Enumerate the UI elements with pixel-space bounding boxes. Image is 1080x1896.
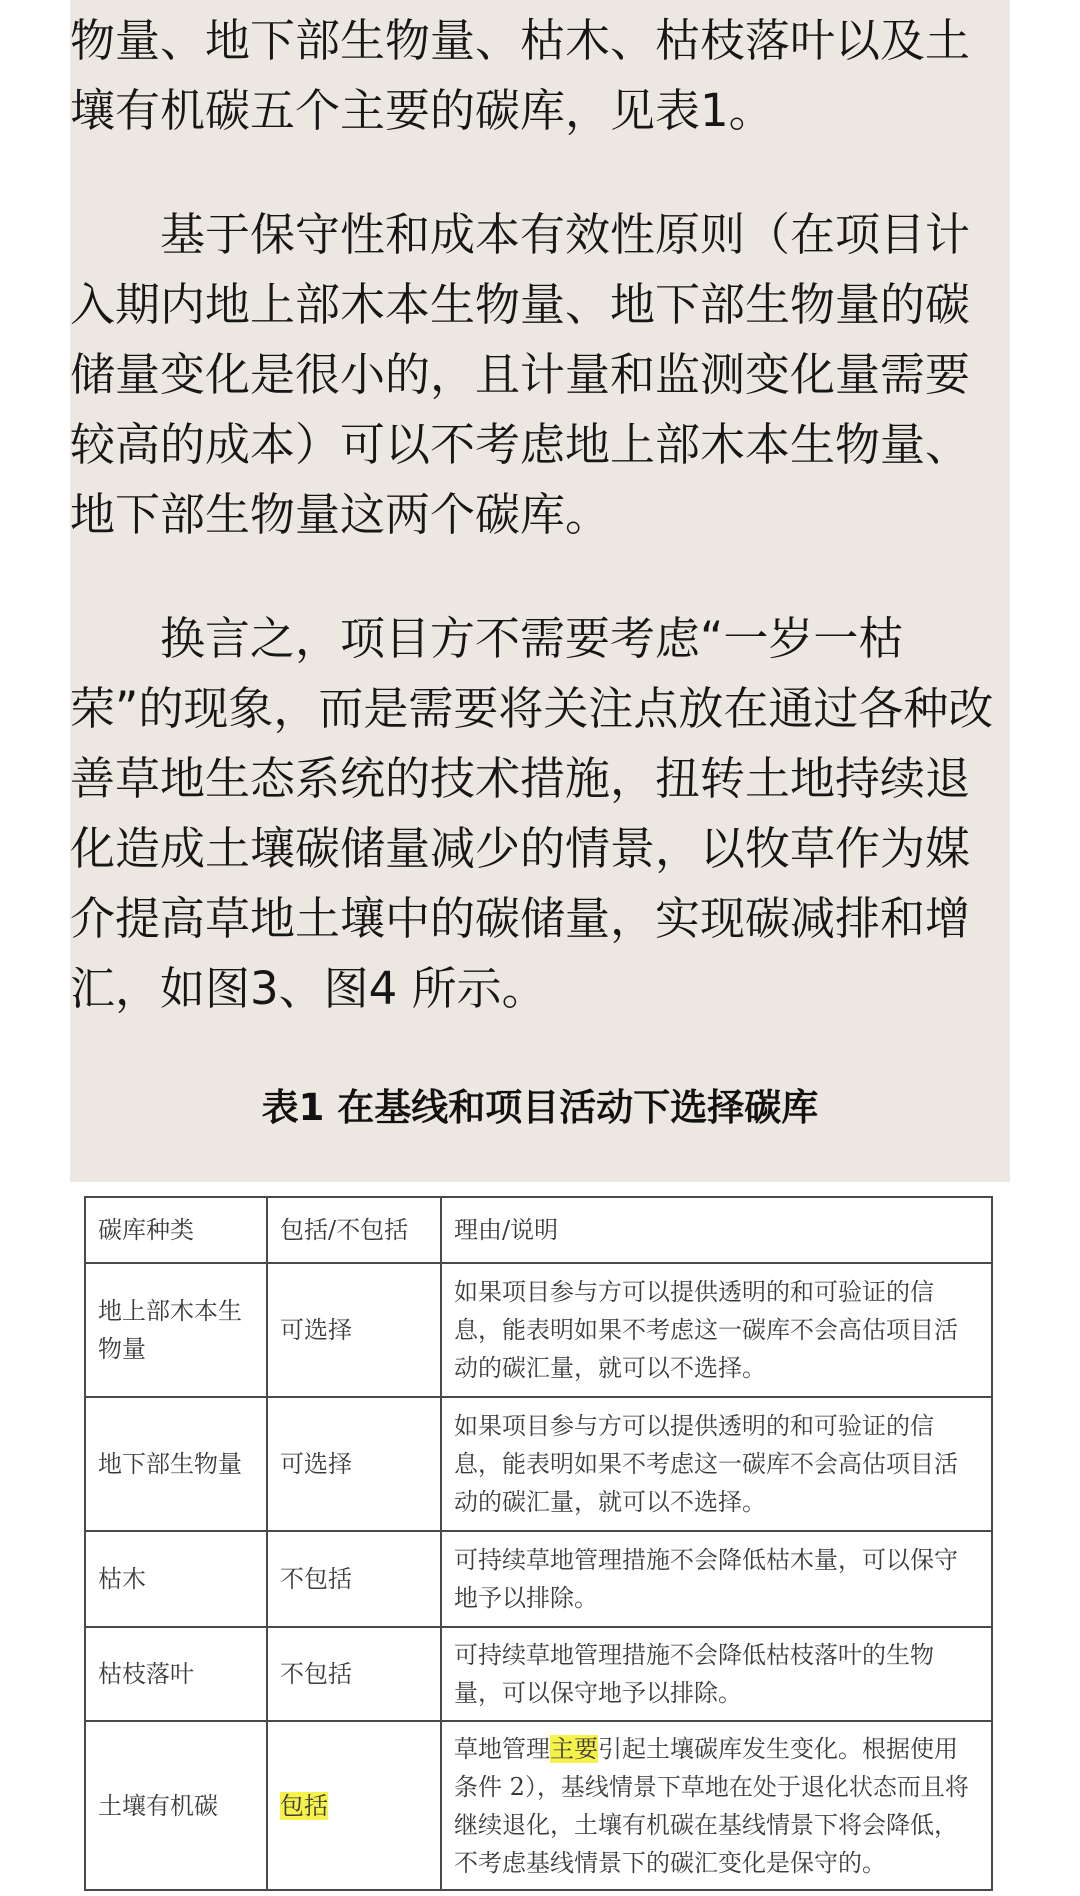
header-status: 包括/不包括 [267,1197,441,1263]
cell-pool: 土壤有机碳 [85,1721,267,1890]
cell-pool: 枯木 [85,1531,267,1627]
cell-status: 不包括 [267,1531,441,1627]
reason-text: 草地管理 [454,1734,550,1763]
reason-text: 引起土壤碳库发生变化。根据使用条件 2），基线情景下草地在处于退化状态而且将继续退化，土壤有机碳在基线情景下将会降低，不考虑基线情景下的碳汇变化是保守的。 [454,1734,969,1877]
cell-status: 可选择 [267,1397,441,1531]
article-section [70,0,1010,1182]
header-pool: 碳库种类 [85,1197,267,1263]
paragraph-1: 物量、地下部生物量、枯木、枯枝落叶以及土壤有机碳五个主要的碳库，见表1。 [70,14,971,137]
cell-reason [441,1721,992,1890]
carbon-pool-table [84,1196,991,1889]
cell-pool: 枯枝落叶 [85,1627,267,1721]
table-row [85,1721,992,1890]
paragraph-3: 换言之，项目方不需要考虑“一岁一枯荣”的现象，而是需要将关注点放在通过各种改善草地生态系统的技术措施，扭转土地持续退化造成土壤碳储量减少的情景，以牧草作为媒介提高草地土壤中的碳储量，实现碳减排和增汇，如图3、图4 所示。 [70,612,994,1015]
cell-status: 不包括 [267,1627,441,1721]
table-caption: 表1 在基线和项目活动下选择碳库 [261,1086,819,1129]
cell-reason: 可持续草地管理措施不会降低枯枝落叶的生物量，可以保守地予以排除。 [441,1627,992,1721]
header-reason: 理由/说明 [441,1197,992,1263]
cell-status [267,1721,441,1890]
highlighted-status: 包括 [280,1791,328,1820]
table-row [85,1627,992,1721]
cell-status: 可选择 [267,1263,441,1397]
table [84,1196,993,1891]
cell-reason: 可持续草地管理措施不会降低枯木量，可以保守地予以排除。 [441,1531,992,1627]
table-row [85,1263,992,1397]
paragraph-2: 基于保守性和成本有效性原则（在项目计入期内地上部木本生物量、地下部生物量的碳储量变化是很小的，且计量和监测变化量需要较高的成本）可以不考虑地上部木本生物量、地下部生物量这两个碳库。 [70,208,971,541]
cell-pool: 地下部生物量 [85,1397,267,1531]
table-row [85,1397,992,1531]
cell-pool: 地上部木本生物量 [85,1263,267,1397]
table-header-row [85,1197,992,1263]
table-row [85,1531,992,1627]
cell-reason: 如果项目参与方可以提供透明的和可验证的信息，能表明如果不考虑这一碳库不会高估项目活动的碳汇量，就可以不选择。 [441,1263,992,1397]
highlighted-word: 主要 [550,1734,598,1763]
cell-reason: 如果项目参与方可以提供透明的和可验证的信息，能表明如果不考虑这一碳库不会高估项目活动的碳汇量，就可以不选择。 [441,1397,992,1531]
